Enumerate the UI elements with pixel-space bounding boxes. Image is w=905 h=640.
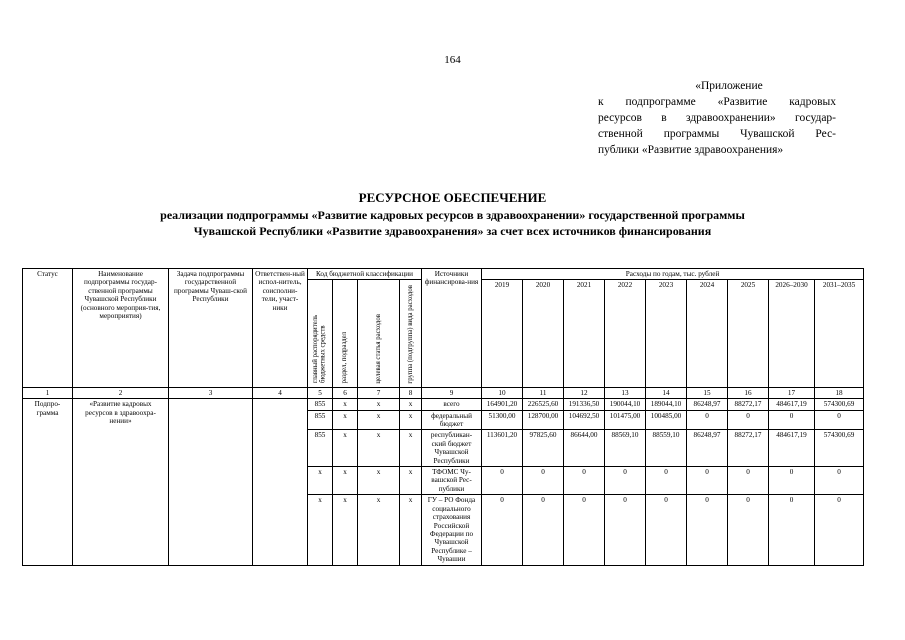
column-number: 4 [253,387,308,398]
annex-note [598,78,836,158]
header-year: 2019 [482,280,523,387]
value-cell: 88272,17 [728,430,769,467]
value-cell: 128700,00 [523,410,564,430]
value-cell: 0 [769,467,815,495]
value-cell: 484617,19 [769,430,815,467]
column-number: 15 [687,387,728,398]
header-code-group [400,280,422,387]
header-year: 2021 [564,280,605,387]
column-number: 7 [358,387,400,398]
column-number: 13 [605,387,646,398]
value-cell: 0 [482,495,523,565]
value-cell: 86248,97 [687,430,728,467]
code-cell: x [400,430,422,467]
column-number: 5 [308,387,333,398]
value-cell: 574300,69 [815,399,864,410]
source-cell: ГУ – РО Фонда социального страхования Российской Федерации по Чувашской Республике – Чувашии [422,495,482,565]
value-cell: 0 [687,495,728,565]
source-cell: ТФОМС Чу-вашской Рес-публики [422,467,482,495]
header-code-label: целевая статья расходов [374,313,382,384]
value-cell: 0 [728,467,769,495]
value-cell: 101475,00 [605,410,646,430]
header-year: 2023 [646,280,687,387]
table-row [23,399,864,410]
code-cell: 855 [308,430,333,467]
value-cell: 189044,10 [646,399,687,410]
header-year: 2024 [687,280,728,387]
column-number: 1 [23,387,73,398]
title-line-2: реализации подпрограммы «Развитие кадровых ресурсов в здравоохранении» государственной программы [160,208,745,222]
responsible-cell [253,399,308,565]
task-cell [169,399,253,565]
code-cell: 855 [308,399,333,410]
value-cell: 104692,50 [564,410,605,430]
code-cell: x [358,495,400,565]
code-cell: x [333,410,358,430]
header-status: Статус [23,269,73,388]
header-year: 2031–2035 [815,280,864,387]
value-cell: 0 [564,495,605,565]
value-cell: 0 [769,495,815,565]
code-cell: x [400,399,422,410]
header-code-target [358,280,400,387]
column-number: 11 [523,387,564,398]
header-code-grbs [308,280,333,387]
value-cell: 0 [728,410,769,430]
code-cell: x [400,467,422,495]
header-source: Источники финансирова-ния [422,269,482,388]
value-cell: 0 [605,467,646,495]
value-cell: 0 [523,467,564,495]
value-cell: 0 [815,410,864,430]
value-cell: 226525,60 [523,399,564,410]
header-code-label: главный распорядитель бюджетных средств [312,315,327,384]
value-cell: 574300,69 [815,430,864,467]
header-row [23,269,864,280]
value-cell: 0 [646,495,687,565]
page-number: 164 [444,54,461,66]
value-cell: 190044,10 [605,399,646,410]
status-cell: Подпро-грамма [23,399,73,565]
value-cell: 0 [564,467,605,495]
column-number: 9 [422,387,482,398]
document-title [0,190,905,239]
code-cell: x [400,495,422,565]
header-code-section [333,280,358,387]
column-number: 2 [73,387,169,398]
title-line-1: РЕСУРСНОЕ ОБЕСПЕЧЕНИЕ [358,190,547,205]
header-responsible: Ответствен-ный испол-нитель, соисполни-тели, участ-ники [253,269,308,388]
column-number: 14 [646,387,687,398]
value-cell: 0 [815,495,864,565]
header-code-label: раздел, подраздел [341,332,349,384]
value-cell: 0 [728,495,769,565]
value-cell: 191336,50 [564,399,605,410]
value-cell: 113601,20 [482,430,523,467]
header-year: 2020 [523,280,564,387]
header-expenses: Расходы по годам, тыс. рублей [482,269,864,280]
column-number: 3 [169,387,253,398]
code-cell: x [308,495,333,565]
header-code-label: группа (подгруппа) вида расходов [406,284,414,384]
column-number: 12 [564,387,605,398]
value-cell: 88569,10 [605,430,646,467]
column-number: 18 [815,387,864,398]
header-year: 2022 [605,280,646,387]
value-cell: 100485,00 [646,410,687,430]
header-name: Наименование подпрограммы государ-ственной программы Чувашской Республики (основного мероприя-тия, мероприятия) [73,269,169,388]
code-cell: 855 [308,410,333,430]
program-name-cell: «Развитие кадровых ресурсов в здравоохра-нении» [73,399,169,565]
title-line-3: Чувашской Республики «Развитие здравоохранения» за счет всех источников финансирования [193,224,712,238]
code-cell: x [333,467,358,495]
value-cell: 88559,10 [646,430,687,467]
value-cell: 0 [646,467,687,495]
value-cell: 88272,17 [728,399,769,410]
column-number-row [23,387,864,398]
column-number: 17 [769,387,815,398]
code-cell: x [358,467,400,495]
column-number: 6 [333,387,358,398]
annex-line: к подпрограмме «Развитие кадровых [598,96,836,108]
value-cell: 0 [687,410,728,430]
code-cell: x [400,410,422,430]
source-cell: федеральный бюджет [422,410,482,430]
value-cell: 0 [815,467,864,495]
value-cell: 86248,97 [687,399,728,410]
header-year: 2026–2030 [769,280,815,387]
source-cell: республикан-ский бюджет Чувашской Республики [422,430,482,467]
code-cell: x [358,410,400,430]
source-cell: всего [422,399,482,410]
annex-line: ственной программы Чувашской Рес- [598,128,836,140]
value-cell: 97825,60 [523,430,564,467]
header-year: 2025 [728,280,769,387]
value-cell: 484617,19 [769,399,815,410]
annex-line: публики «Развитие здравоохранения» [598,144,784,156]
annex-line: ресурсов в здравоохранении» государ- [598,112,836,124]
column-number: 16 [728,387,769,398]
value-cell: 164901,20 [482,399,523,410]
value-cell: 86644,00 [564,430,605,467]
value-cell: 0 [769,410,815,430]
value-cell: 0 [605,495,646,565]
resource-table [22,268,864,566]
value-cell: 51300,00 [482,410,523,430]
code-cell: x [308,467,333,495]
code-cell: x [333,399,358,410]
annex-line: «Приложение [695,80,763,92]
value-cell: 0 [687,467,728,495]
code-cell: x [358,430,400,467]
code-cell: x [333,430,358,467]
column-number: 10 [482,387,523,398]
column-number: 8 [400,387,422,398]
code-cell: x [358,399,400,410]
value-cell: 0 [482,467,523,495]
header-task: Задача подпрограммы государственной программы Чуваш-ской Республики [169,269,253,388]
code-cell: x [333,495,358,565]
value-cell: 0 [523,495,564,565]
header-budget-code: Код бюджетной классификации [308,269,422,280]
